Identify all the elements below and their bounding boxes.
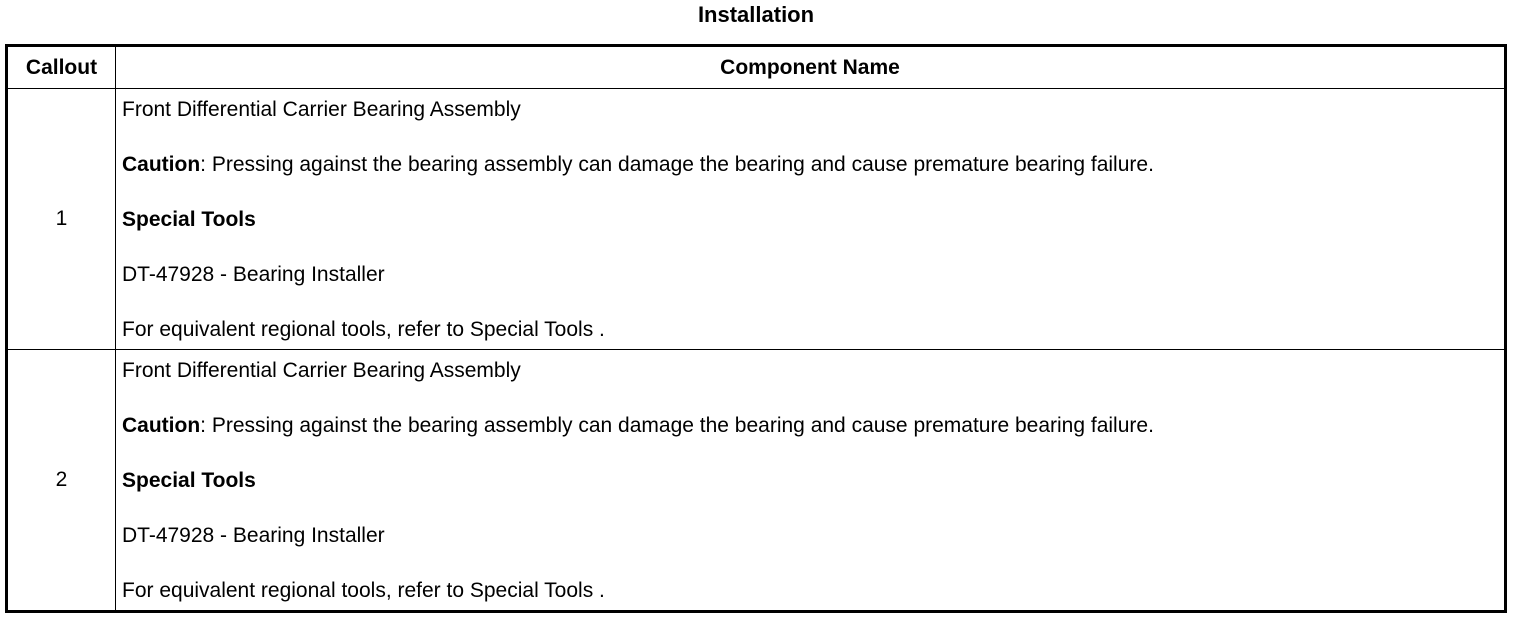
caution-text: : Pressing against the bearing assembly can damage the bearing and cause premature bearing failure. <box>200 414 1154 437</box>
caution-label: Caution <box>122 153 201 176</box>
component-name: Front Differential Carrier Bearing Assembly <box>122 359 521 382</box>
tool-entry: DT-47928 - Bearing Installer <box>122 524 385 547</box>
callout-number: 1 <box>7 89 116 350</box>
table-header-row <box>7 46 1506 89</box>
component-name-header: Component Name <box>116 46 1506 89</box>
components-table <box>5 44 1507 613</box>
special-tools-heading: Special Tools <box>122 469 256 492</box>
caution-note <box>122 411 1504 466</box>
caution-text: : Pressing against the bearing assembly can damage the bearing and cause premature bearing failure. <box>200 153 1154 176</box>
page-title: Installation <box>697 2 815 27</box>
callout-number: 2 <box>7 350 116 612</box>
callout-header: Callout <box>7 46 116 89</box>
component-name-cell <box>116 89 1506 350</box>
table-row <box>7 89 1506 350</box>
component-name: Front Differential Carrier Bearing Assembly <box>122 98 521 121</box>
caution-label: Caution <box>122 414 201 437</box>
caution-note <box>122 150 1504 205</box>
regional-tools-reference: For equivalent regional tools, refer to Special Tools . <box>122 579 605 602</box>
table-row <box>7 350 1506 612</box>
regional-tools-reference: For equivalent regional tools, refer to Special Tools . <box>122 318 605 341</box>
special-tools-heading: Special Tools <box>122 208 256 231</box>
component-name-cell <box>116 350 1506 612</box>
tool-entry: DT-47928 - Bearing Installer <box>122 263 385 286</box>
